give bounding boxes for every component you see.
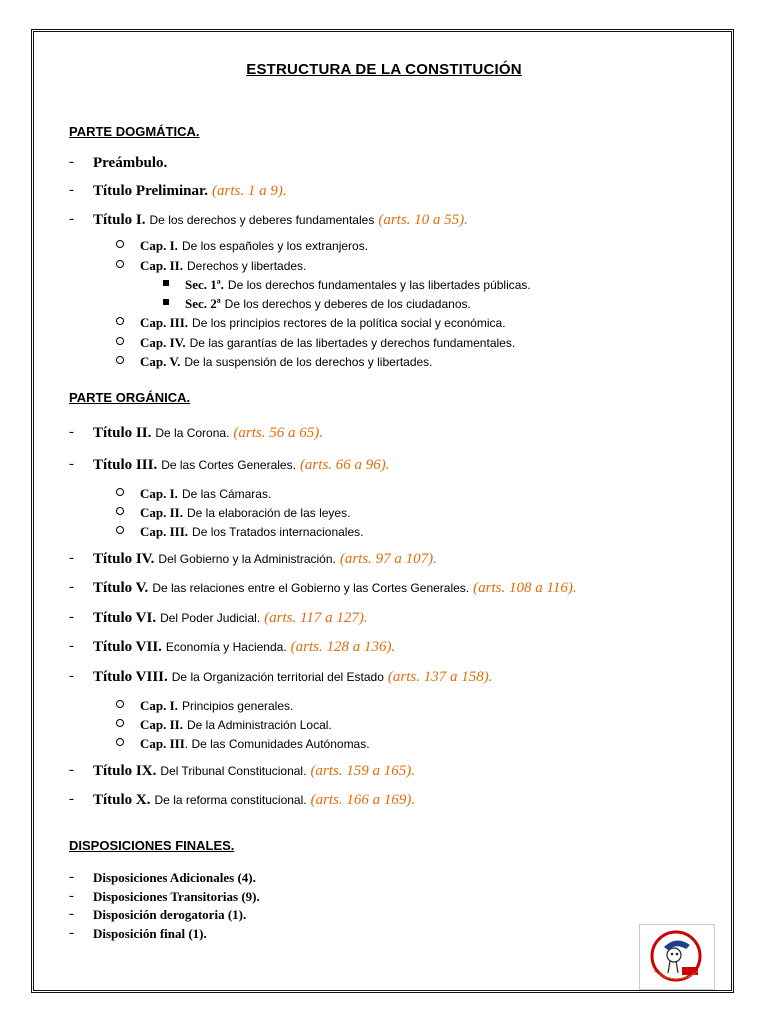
circle-bullet-icon [116, 719, 124, 727]
item-text: De la suspensión de los derechos y libertades. [184, 355, 433, 369]
item-text: De la elaboración de las leyes. [187, 506, 351, 520]
section-heading-finales: DISPOSICIONES FINALES. [69, 838, 235, 853]
dash-bullet: - [69, 609, 74, 625]
item-text: Del Tribunal Constitucional. [160, 764, 307, 778]
circle-bullet-icon [116, 317, 124, 325]
item-label: Título Preliminar. [93, 183, 209, 199]
dash-bullet: - [69, 869, 74, 885]
item-text: . De las Comunidades Autónomas. [184, 737, 370, 751]
dash-bullet: - [69, 888, 74, 904]
item-text: De las relaciones entre el Gobierno y las Cortes Generales. [152, 581, 470, 595]
item-label: Cap. II. [140, 717, 183, 732]
item-text: De la Administración Local. [187, 718, 332, 732]
item-label: Cap. I. [140, 698, 178, 713]
item-text: De las Cortes Generales. [161, 458, 296, 472]
item-label: Cap. V. [140, 354, 181, 369]
item-text: De los derechos y deberes fundamentales [149, 213, 375, 227]
item-label: Disposiciones Transitorias (9). [93, 889, 260, 904]
item-label: Título VII. [93, 639, 162, 655]
circle-bullet-icon [116, 488, 124, 496]
item-text: De las garantías de las libertades y derechos fundamentales. [189, 336, 516, 350]
item-arts: (arts. 66 a 96). [299, 457, 390, 473]
circle-bullet-icon [116, 240, 124, 248]
item-label: Disposiciones Adicionales (4). [93, 870, 256, 885]
logo-icon [640, 925, 714, 989]
circle-bullet-icon [116, 526, 124, 534]
item-text: Del Gobierno y la Administración. [158, 552, 336, 566]
item-text: Derechos y libertades. [187, 259, 307, 273]
dash-bullet: - [69, 211, 74, 227]
item-text: De los españoles y los extranjeros. [181, 239, 369, 253]
section-heading-organica: PARTE ORGÁNICA. [69, 390, 191, 405]
dash-bullet: - [69, 668, 74, 684]
item-label: Título VI. [93, 610, 157, 626]
circle-bullet-icon [116, 507, 124, 515]
dash-bullet: - [69, 424, 74, 440]
item-label: Título III. [93, 457, 158, 473]
item-text: De la Corona. [155, 426, 230, 440]
item-arts: (arts. 97 a 107). [339, 551, 437, 567]
item-label: Sec. 1ª. [185, 277, 224, 292]
item-label: Disposición derogatoria (1). [93, 907, 247, 922]
dash-bullet: - [69, 638, 74, 654]
square-bullet-icon [163, 280, 169, 286]
page-title: ESTRUCTURA DE LA CONSTITUCIÓN [246, 61, 522, 78]
item-label: Cap. IV. [140, 335, 186, 350]
dash-bullet: - [69, 579, 74, 595]
item-text: De la reforma constitucional. [154, 793, 307, 807]
item-label: Título VIII. [93, 669, 168, 685]
circle-bullet-icon [116, 337, 124, 345]
item-text: De las Cámaras. [181, 487, 272, 501]
item-label: Cap. II. [140, 505, 183, 520]
item-arts: (arts. 108 a 116). [473, 580, 577, 596]
logo [639, 924, 715, 990]
item-arts: (arts. 166 a 169). [310, 792, 416, 808]
dash-bullet: - [69, 925, 74, 941]
item-arts: (arts. 128 a 136). [290, 639, 396, 655]
item-arts: (arts. 10 a 55). [378, 212, 468, 228]
item-arts: (arts. 56 a 65). [233, 425, 323, 441]
circle-bullet-icon [116, 738, 124, 746]
dash-bullet: - [69, 182, 74, 198]
dash-bullet: - [69, 154, 74, 170]
item-label: Título IX. [93, 763, 157, 779]
square-bullet-icon [163, 299, 169, 305]
item-label: Preámbulo. [93, 155, 168, 171]
item-text: Del Poder Judicial. [160, 611, 261, 625]
item-text: De la Organización territorial del Estado [171, 670, 384, 684]
item-label: Título V. [93, 580, 149, 596]
dash-bullet: - [69, 550, 74, 566]
item-label: Título I. [93, 212, 146, 228]
dash-bullet: - [69, 791, 74, 807]
item-label: Cap. III. [140, 524, 189, 539]
dash-bullet: - [69, 456, 74, 472]
item-label: Sec. 2ª [185, 296, 221, 311]
item-text: De los derechos y deberes de los ciudadanos. [224, 297, 471, 311]
item-text: De los derechos fundamentales y las libertades públicas. [227, 278, 531, 292]
item-label: Cap. III [140, 736, 185, 751]
item-arts: (arts. 1 a 9). [212, 183, 287, 199]
item-label: Título IV. [93, 551, 155, 567]
item-text: De los Tratados internacionales. [192, 525, 364, 539]
item-arts: (arts. 137 a 158). [387, 669, 493, 685]
circle-bullet-icon [116, 356, 124, 364]
item-text: Principios generales. [181, 699, 294, 713]
item-text: Economía y Hacienda. [165, 640, 287, 654]
dash-bullet: - [69, 906, 74, 922]
item-label: Cap. III. [140, 315, 189, 330]
item-label: Disposición final (1). [93, 926, 207, 941]
item-label: Título X. [93, 792, 151, 808]
circle-bullet-icon [116, 700, 124, 708]
item-label: Título II. [93, 425, 152, 441]
item-arts: (arts. 159 a 165). [310, 763, 416, 779]
item-text: De los principios rectores de la política social y económica. [192, 316, 506, 330]
item-label: Cap. II. [140, 258, 183, 273]
circle-bullet-icon [116, 260, 124, 268]
item-label: Cap. I. [140, 486, 178, 501]
item-arts: (arts. 117 a 127). [264, 610, 368, 626]
item-label: Cap. I. [140, 238, 178, 253]
section-heading-dogmatica: PARTE DOGMÁTICA. [69, 124, 200, 139]
dash-bullet: - [69, 762, 74, 778]
